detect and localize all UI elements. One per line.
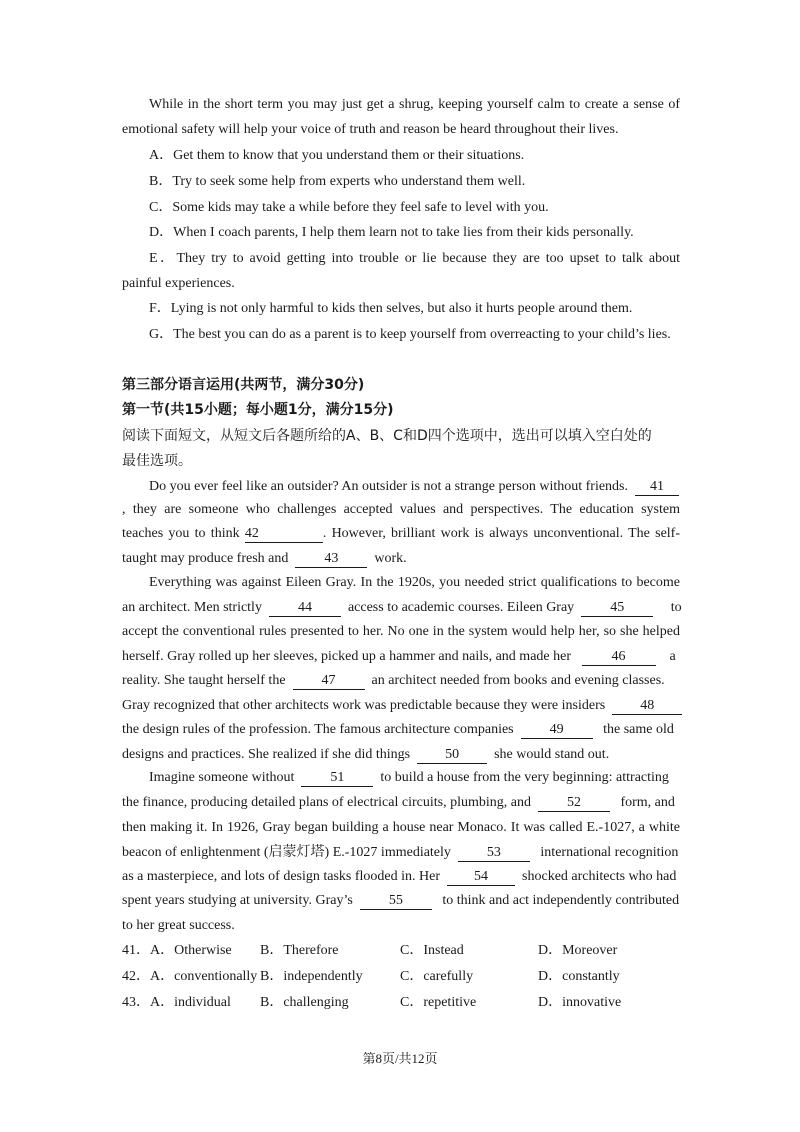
passage-line: the design rules of the profession. The famous architecture companies 49 the same old xyxy=(122,722,674,737)
blank-49: 49 xyxy=(521,722,593,739)
blank-51: 51 xyxy=(301,770,373,787)
option-g: G．The best you can do as a parent is to keep yourself from overreacting to your child’s lies. xyxy=(149,327,671,342)
passage-line: reality. She taught herself the 47 an architect needed from books and evening classes. xyxy=(122,673,665,688)
instruction: 阅读下面短文，从短文后各题所给的A、B、C和D四个选项中，选出可以填入空白处的 xyxy=(122,428,652,444)
instruction-continued: 最佳选项。 xyxy=(122,453,192,469)
option-f: F．Lying is not only harmful to kids then selves, but also it hurts people around them. xyxy=(149,301,633,316)
blank-52: 52 xyxy=(538,795,610,812)
choice-a: A．conventionally xyxy=(150,969,258,984)
passage-line: the finance, producing detailed plans of electrical circuits, plumbing, and 52 form, and xyxy=(122,795,675,810)
passage-line: Gray recognized that other architects work was predictable because they were insiders 48 xyxy=(122,696,680,716)
option-e: E．They try to avoid getting into trouble or lie because they are too upset to talk about xyxy=(149,251,680,266)
passage-line: Imagine someone without 51 to build a house from the very beginning: attracting xyxy=(149,770,669,785)
option-b: B．Try to seek some help from experts who understand them well. xyxy=(149,174,526,189)
passage-line: as a masterpiece, and lots of design tasks flooded in. Her 54 shocked architects who had xyxy=(122,869,677,884)
choice-c: C．repetitive xyxy=(400,995,477,1010)
blank-46: 46 xyxy=(582,649,656,666)
passage-line: accept the conventional rules presented to her. No one in the system would help her, so she helped xyxy=(122,624,680,639)
paragraph-line: emotional safety will help your voice of truth and reason be heard throughout their lives. xyxy=(122,122,619,137)
passage-line: to her great success. xyxy=(122,918,235,933)
question-number: 42． xyxy=(122,969,150,984)
choice-b: B．challenging xyxy=(260,995,349,1010)
part3-title: 第三部分语言运用(共两节，满分30分) xyxy=(122,377,365,393)
passage-line: spent years studying at university. Gray’s 55 to think and act independently contributed xyxy=(122,893,680,908)
option-c: C．Some kids may take a while before they feel safe to level with you. xyxy=(149,200,549,215)
choice-d: D．Moreover xyxy=(538,943,618,958)
blank-41: 41 xyxy=(635,479,679,496)
passage-line: , they are someone who challenges accepted values and perspectives. The education system xyxy=(122,502,680,517)
choice-d: D．innovative xyxy=(538,995,622,1010)
blank-48: 48 xyxy=(612,698,682,715)
choice-c: C．Instead xyxy=(400,943,464,958)
blank-54: 54 xyxy=(447,869,515,886)
passage-line: Do you ever feel like an outsider? An outsider is not a strange person without friends. 41 xyxy=(149,477,679,497)
passage-line: herself. Gray rolled up her sleeves, picked up a hammer and nails, and made her 46 a xyxy=(122,649,676,664)
choice-b: B．independently xyxy=(260,969,363,984)
passage-line: taught may produce fresh and 43 work. xyxy=(122,551,407,566)
section1-title: 第一节(共15小题；每小题1分，满分15分) xyxy=(122,402,394,418)
passage-line: then making it. In 1926, Gray began building a house near Monaco. It was called E.-1027, a white xyxy=(122,820,680,835)
choice-b: B．Therefore xyxy=(260,943,339,958)
page-footer: 第8页/共12页 xyxy=(362,1051,438,1066)
passage-line: an architect. Men strictly 44 access to academic courses. Eileen Gray 45 to xyxy=(122,600,682,615)
option-d: D．When I coach parents, I help them learn not to take lies from their kids personally. xyxy=(149,225,634,240)
choice-a: A．individual xyxy=(150,995,231,1010)
passage-line: teaches you to think 42 . However, brilliant work is always unconventional. The self- xyxy=(122,526,680,541)
passage-line: Everything was against Eileen Gray. In the 1920s, you needed strict qualifications to become xyxy=(149,575,680,590)
choice-c: C．carefully xyxy=(400,969,474,984)
choice-a: A．Otherwise xyxy=(150,943,232,958)
blank-42: 42 xyxy=(245,526,323,543)
blank-44: 44 xyxy=(269,600,341,617)
blank-50: 50 xyxy=(417,747,487,764)
question-number: 41． xyxy=(122,943,150,958)
passage-line: beacon of enlightenment (启蒙灯塔) E.-1027 immediately 53 international recognition xyxy=(122,845,679,860)
option-e-continued: painful experiences. xyxy=(122,276,235,291)
choice-d: D．constantly xyxy=(538,969,620,984)
paragraph-line: While in the short term you may just get a shrug, keeping yourself calm to create a sense of xyxy=(149,97,680,112)
question-number: 43． xyxy=(122,995,150,1010)
option-a: A．Get them to know that you understand them or their situations. xyxy=(149,148,525,163)
passage-line: designs and practices. She realized if she did things 50 she would stand out. xyxy=(122,747,610,762)
blank-45: 45 xyxy=(581,600,653,617)
blank-47: 47 xyxy=(293,673,365,690)
blank-55: 55 xyxy=(360,893,432,910)
blank-43: 43 xyxy=(295,551,367,568)
blank-53: 53 xyxy=(458,845,530,862)
